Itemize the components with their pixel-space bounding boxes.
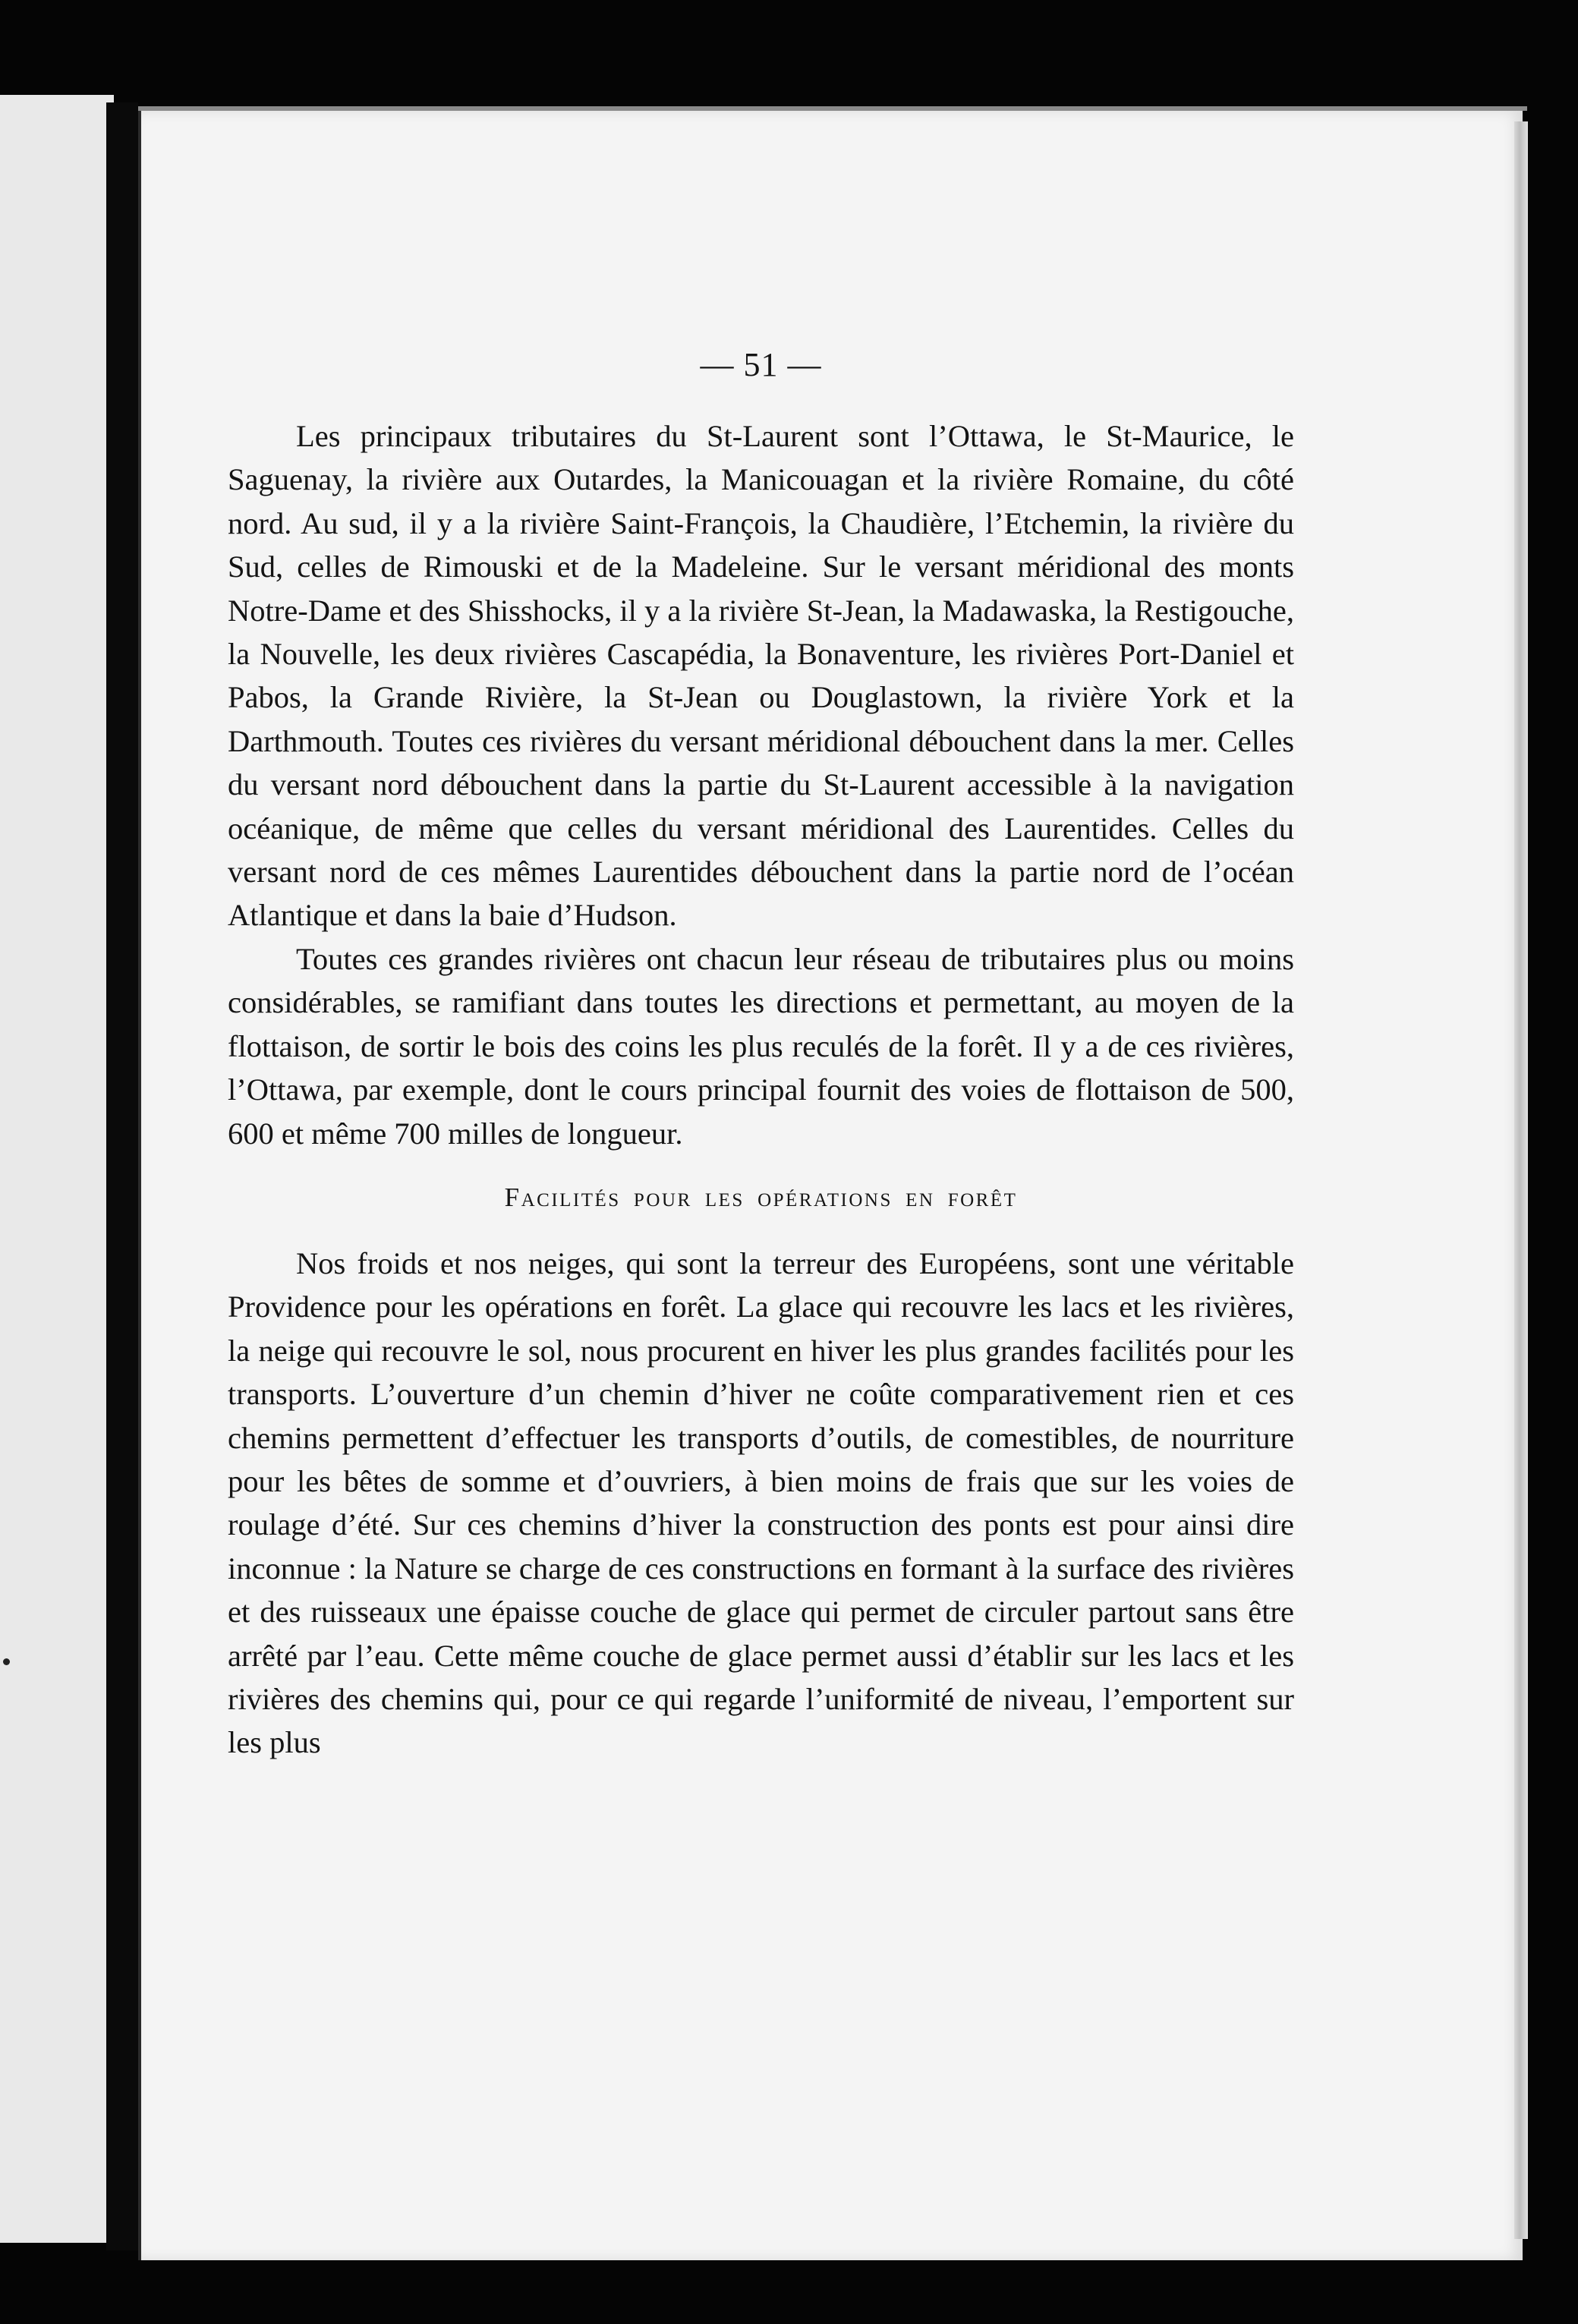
- page-number: — 51 —: [700, 346, 822, 383]
- paragraph-winter-operations: Nos froids et nos neiges, qui sont la terreur des Européens, sont une véritable Providence pour les opérations en forêt. La glace qui recouvre les lacs et les rivières, la neige qui recouvre le sol, nous procurent en hiver les plus grandes facilités pour les transports. L’ouverture d’un chemin d’hiver ne coûte comparativement rien et ces chemins permettent d’effectuer les transports d’outils, de comestibles, de nourriture pour les bêtes de somme et d’ouvriers, à bien moins de frais que sur les voies de roulage d’été. Sur ces chemins d’hiver la construction des ponts est pour ainsi dire inconnue : la Nature se charge de ces constructions en formant à la surface des rivières et des ruisseaux une épaisse couche de glace qui permet de circuler partout sans être arrêté par l’eau. Cette même couche de glace permet aussi d’établir sur les lacs et les rivières des chemins qui, pour ce qui regarde l’uniformité de niveau, l’emportent sur les plus: [228, 1245, 1294, 1760]
- paragraph-tributaries: Les principaux tributaires du St-Laurent sont l’Ottawa, le St-Maurice, le Saguenay, la rivière aux Outardes, la Manicouagan et la rivière Romaine, du côté nord. Au sud, il y a la rivière Saint-François, la Chaudière, l’Etchemin, la rivière du Sud, celles de Rimouski et de la Madeleine. Sur le versant méridional des monts Notre-Dame et des Shisshocks, il y a la rivière St-Jean, la Madawaska, la Restigouche, la Nouvelle, les deux rivières Cascapédia, la Bonaventure, les rivières Port-Daniel et Pabos, la Grande Rivière, la St-Jean ou Douglastown, la rivière York et la Darthmouth. Toutes ces rivières du versant méridional débouchent dans la mer. Celles du versant nord débouchent dans la partie du St-Laurent accessible à la navigation océanique, de même que celles du versant méridional des Laurentides. Celles du versant nord de ces mêmes Laurentides débouchent dans la partie nord de l’océan Atlantique et dans la baie d’Hudson.: [228, 419, 1294, 933]
- page-right-edge: [1514, 121, 1528, 2239]
- paragraph-river-networks: Toutes ces grandes rivières ont chacun leur réseau de tributaires plus ou moins considérables, se ramifiant dans toutes les directions et permettant, au moyen de la flottaison, de sortir le bois des coins les plus reculés de la forêt. Il y a de ces rivières, l’Ottawa, par exemple, dont le cours principal fournit des voies de flottaison de 500, 600 et même 700 milles de longueur.: [228, 941, 1294, 1151]
- scan-speck: [3, 1658, 10, 1665]
- adjacent-page-edge: [0, 95, 114, 2243]
- book-gutter: [106, 102, 138, 2250]
- section-heading: Facilités pour les opérations en forêt: [504, 1182, 1018, 1212]
- page-content: [228, 345, 1294, 1765]
